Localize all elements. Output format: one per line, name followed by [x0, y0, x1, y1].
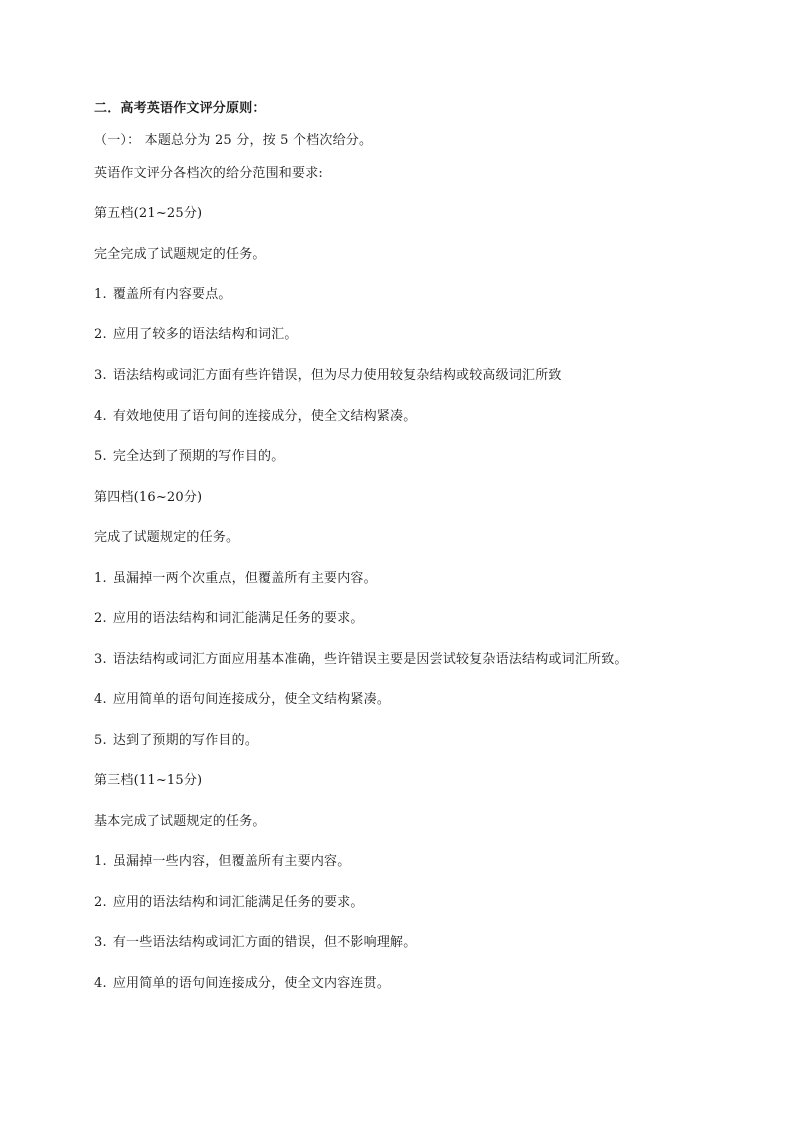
item-text: 应用的语法结构和词汇能满足任务的要求。 — [112, 895, 364, 910]
list-item — [94, 449, 284, 465]
item-number: 1. — [94, 571, 107, 586]
list-item — [94, 895, 364, 911]
item-text: 有效地使用了语句间的连接成分，使全文结构紧凑。 — [112, 409, 417, 424]
item-text: 有一些语法结构或词汇方面的错误，但不影响理解。 — [112, 935, 417, 950]
grade-title: 第四档(16~20分) — [94, 490, 203, 505]
item-number: 2. — [94, 611, 107, 626]
list-item — [94, 652, 628, 668]
item-text: 应用简单的语句间连接成分，使全文结构紧凑。 — [112, 692, 391, 707]
list-item — [94, 409, 416, 425]
list-item — [94, 976, 390, 992]
item-number: 5. — [94, 449, 107, 464]
item-text: 应用简单的语句间连接成分，使全文内容连贯。 — [112, 976, 391, 991]
item-number: 1. — [94, 287, 107, 302]
list-item — [94, 611, 364, 627]
subtitle-line: 英语作文评分各档次的给分范围和要求: — [94, 166, 323, 181]
item-text: 覆盖所有内容要点。 — [112, 287, 232, 302]
grade-title: 第五档(21~25分) — [94, 206, 203, 221]
item-text: 应用了较多的语法结构和词汇。 — [112, 327, 298, 342]
item-number: 5. — [94, 733, 107, 748]
item-text: 应用的语法结构和词汇能满足任务的要求。 — [112, 611, 364, 626]
item-number: 3. — [94, 935, 107, 950]
item-number: 2. — [94, 327, 107, 342]
grade-summary: 完全完成了试题规定的任务。 — [94, 247, 266, 262]
item-number: 2. — [94, 895, 107, 910]
item-text: 完全达到了预期的写作目的。 — [112, 449, 285, 464]
item-number: 1. — [94, 854, 107, 869]
item-number: 4. — [94, 692, 107, 707]
item-number: 4. — [94, 409, 107, 424]
grade-title: 第三档(11~15分) — [94, 773, 203, 788]
document-page — [94, 0, 734, 1123]
list-item — [94, 287, 232, 303]
item-text: 虽漏掉一些内容，但覆盖所有主要内容。 — [112, 854, 351, 869]
intro-line: （一）： 本题总分为 25 分，按 5 个档次给分。 — [94, 133, 373, 148]
list-item — [94, 733, 258, 749]
grade-summary: 完成了试题规定的任务。 — [94, 530, 240, 545]
item-number: 3. — [94, 368, 107, 383]
grade-summary: 基本完成了试题规定的任务。 — [94, 814, 266, 829]
section-heading: 二．高考英语作文评分原则： — [94, 101, 266, 116]
item-text: 达到了预期的写作目的。 — [112, 733, 259, 748]
list-item — [94, 692, 390, 708]
list-item — [94, 935, 416, 951]
item-number: 3. — [94, 652, 107, 667]
item-text: 语法结构或词汇方面应用基本准确，些许错误主要是因尝试较复杂语法结构或词汇所致。 — [112, 652, 628, 667]
item-number: 4. — [94, 976, 107, 991]
list-item — [94, 327, 298, 343]
list-item — [94, 854, 350, 870]
item-text: 虽漏掉一两个次重点，但覆盖所有主要内容。 — [112, 571, 377, 586]
list-item — [94, 368, 562, 384]
list-item — [94, 571, 377, 587]
item-text: 语法结构或词汇方面有些许错误，但为尽力使用较复杂结构或较高级词汇所致 — [112, 368, 562, 383]
